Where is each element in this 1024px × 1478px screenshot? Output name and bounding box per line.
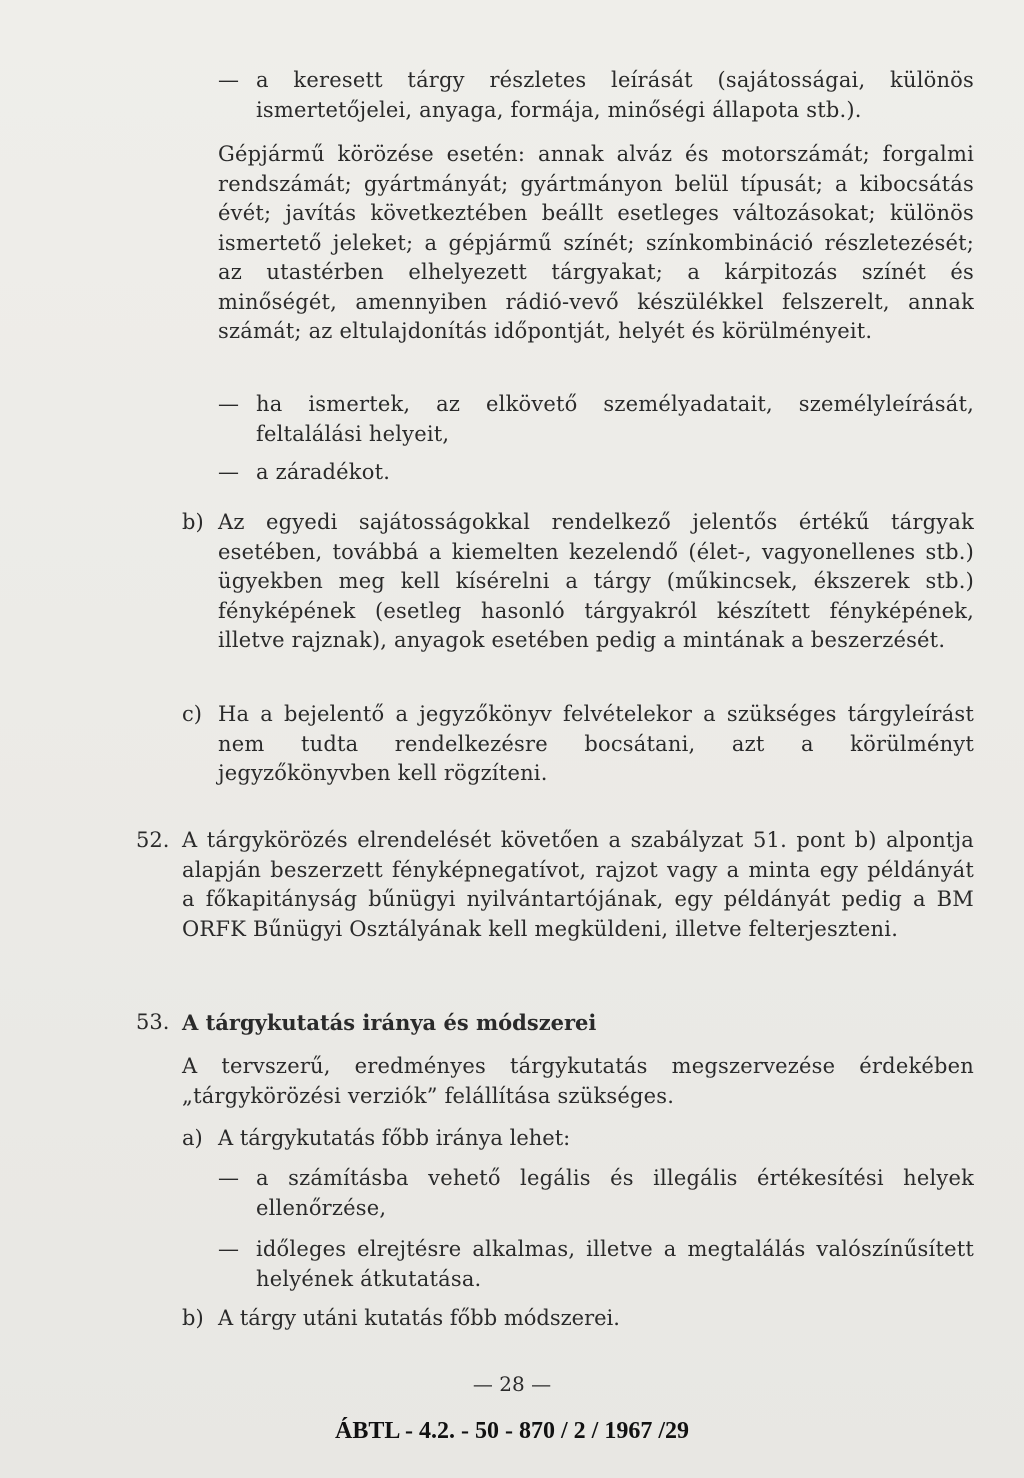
point-c-label: c) <box>182 702 202 726</box>
section-53-point-a-label: a) <box>182 1126 203 1150</box>
section-52-text: A tárgykörözés elrendelését követően a szabályzat 51. pont b) alpontja alapján beszerzett fényképnegatívot, rajzot vagy a minta egy példányát a főkapitányság bűnügyi nyilvántartójának, egy példányát pedig a BM ORFK Bűnügyi Osztályának kell megküldeni, illetve felterjeszteni. <box>182 828 974 941</box>
dash-marker: — <box>218 1237 240 1261</box>
section-53-point-a-text: A tárgykutatás főbb iránya lehet: <box>218 1126 571 1150</box>
dash-item-hiding-places <box>218 1235 974 1294</box>
section-52-number: 52. <box>136 828 170 852</box>
dash-item-object-description <box>218 66 974 125</box>
dash-marker: — <box>218 68 240 92</box>
dash-item-text: a számításba vehető legális és illegális értékesítési helyek ellenőrzése, <box>256 1166 974 1220</box>
archive-reference: ÁBTL - 4.2. - 50 - 870 / 2 / 1967 /29 <box>334 1418 689 1444</box>
section-53-heading: A tárgykutatás iránya és módszerei <box>182 1010 597 1035</box>
dash-item-sales-places <box>218 1164 974 1223</box>
dash-marker: — <box>218 392 240 416</box>
section-53-number: 53. <box>136 1010 170 1034</box>
dash-item-offender <box>218 390 974 449</box>
dash-item-text: ha ismertek, az elkövető személyadatait, személyleírását, feltalálási helyeit, <box>256 392 974 446</box>
vehicle-paragraph: Gépjármű körözése esetén: annak alváz és motorszámát; forgalmi rendszámát; gyártmányát; gyártmányon belül típusát; a kibocsátás évét; javítás következtében beállt esetleges változásokat; különös ismertető jeleket; a gépjármű színét; színkombináció részletezését; az utastérben elhelyezett tárgyakat; a kárpitozás színét és minőségét, amennyiben rádió-vevő készülékkel felszerelt, annak számát; az eltulajdonítás időpontját, helyét és körülményeit. <box>218 142 974 343</box>
dash-marker: — <box>218 1166 240 1190</box>
page-number: — 28 — <box>472 1372 552 1396</box>
section-53-point-b-text: A tárgy utáni kutatás főbb módszerei. <box>218 1306 620 1330</box>
point-c-text: Ha a bejelentő a jegyzőkönyv felvételekor a szükséges tárgyleírást nem tudta rendelkezésre bocsátani, azt a körülményt jegyzőkönyvben kell rögzíteni. <box>218 702 974 785</box>
dash-item-text: a záradékot. <box>256 460 391 484</box>
dash-marker: — <box>218 460 240 484</box>
dash-item-clause <box>218 458 974 488</box>
section-53-point-b-label: b) <box>182 1306 204 1330</box>
point-b-text: Az egyedi sajátosságokkal rendelkező jelentős értékű tárgyak esetében, továbbá a kiemelten kezelendő (élet-, vagyonellenes stb.) ügyekben meg kell kísérelni a tárgy (műkincsek, ékszerek stb.) fényképének (esetleg hasonló tárgyakról készített fényképének, illetve rajznak), anyagok esetében pedig a mintának a beszerzését. <box>218 510 974 652</box>
dash-item-text: a keresett tárgy részletes leírását (sajátosságai, különös ismertetőjelei, anyaga, formája, minőségi állapota stb.). <box>256 68 974 122</box>
point-b-label: b) <box>182 510 204 534</box>
dash-item-text: időleges elrejtésre alkalmas, illetve a megtalálás valószínűsített helyének átkutatása. <box>256 1237 974 1291</box>
section-53-intro: A tervszerű, eredményes tárgykutatás megszervezése érdekében „tárgykörözési verziók” felállítása szükséges. <box>182 1054 974 1108</box>
